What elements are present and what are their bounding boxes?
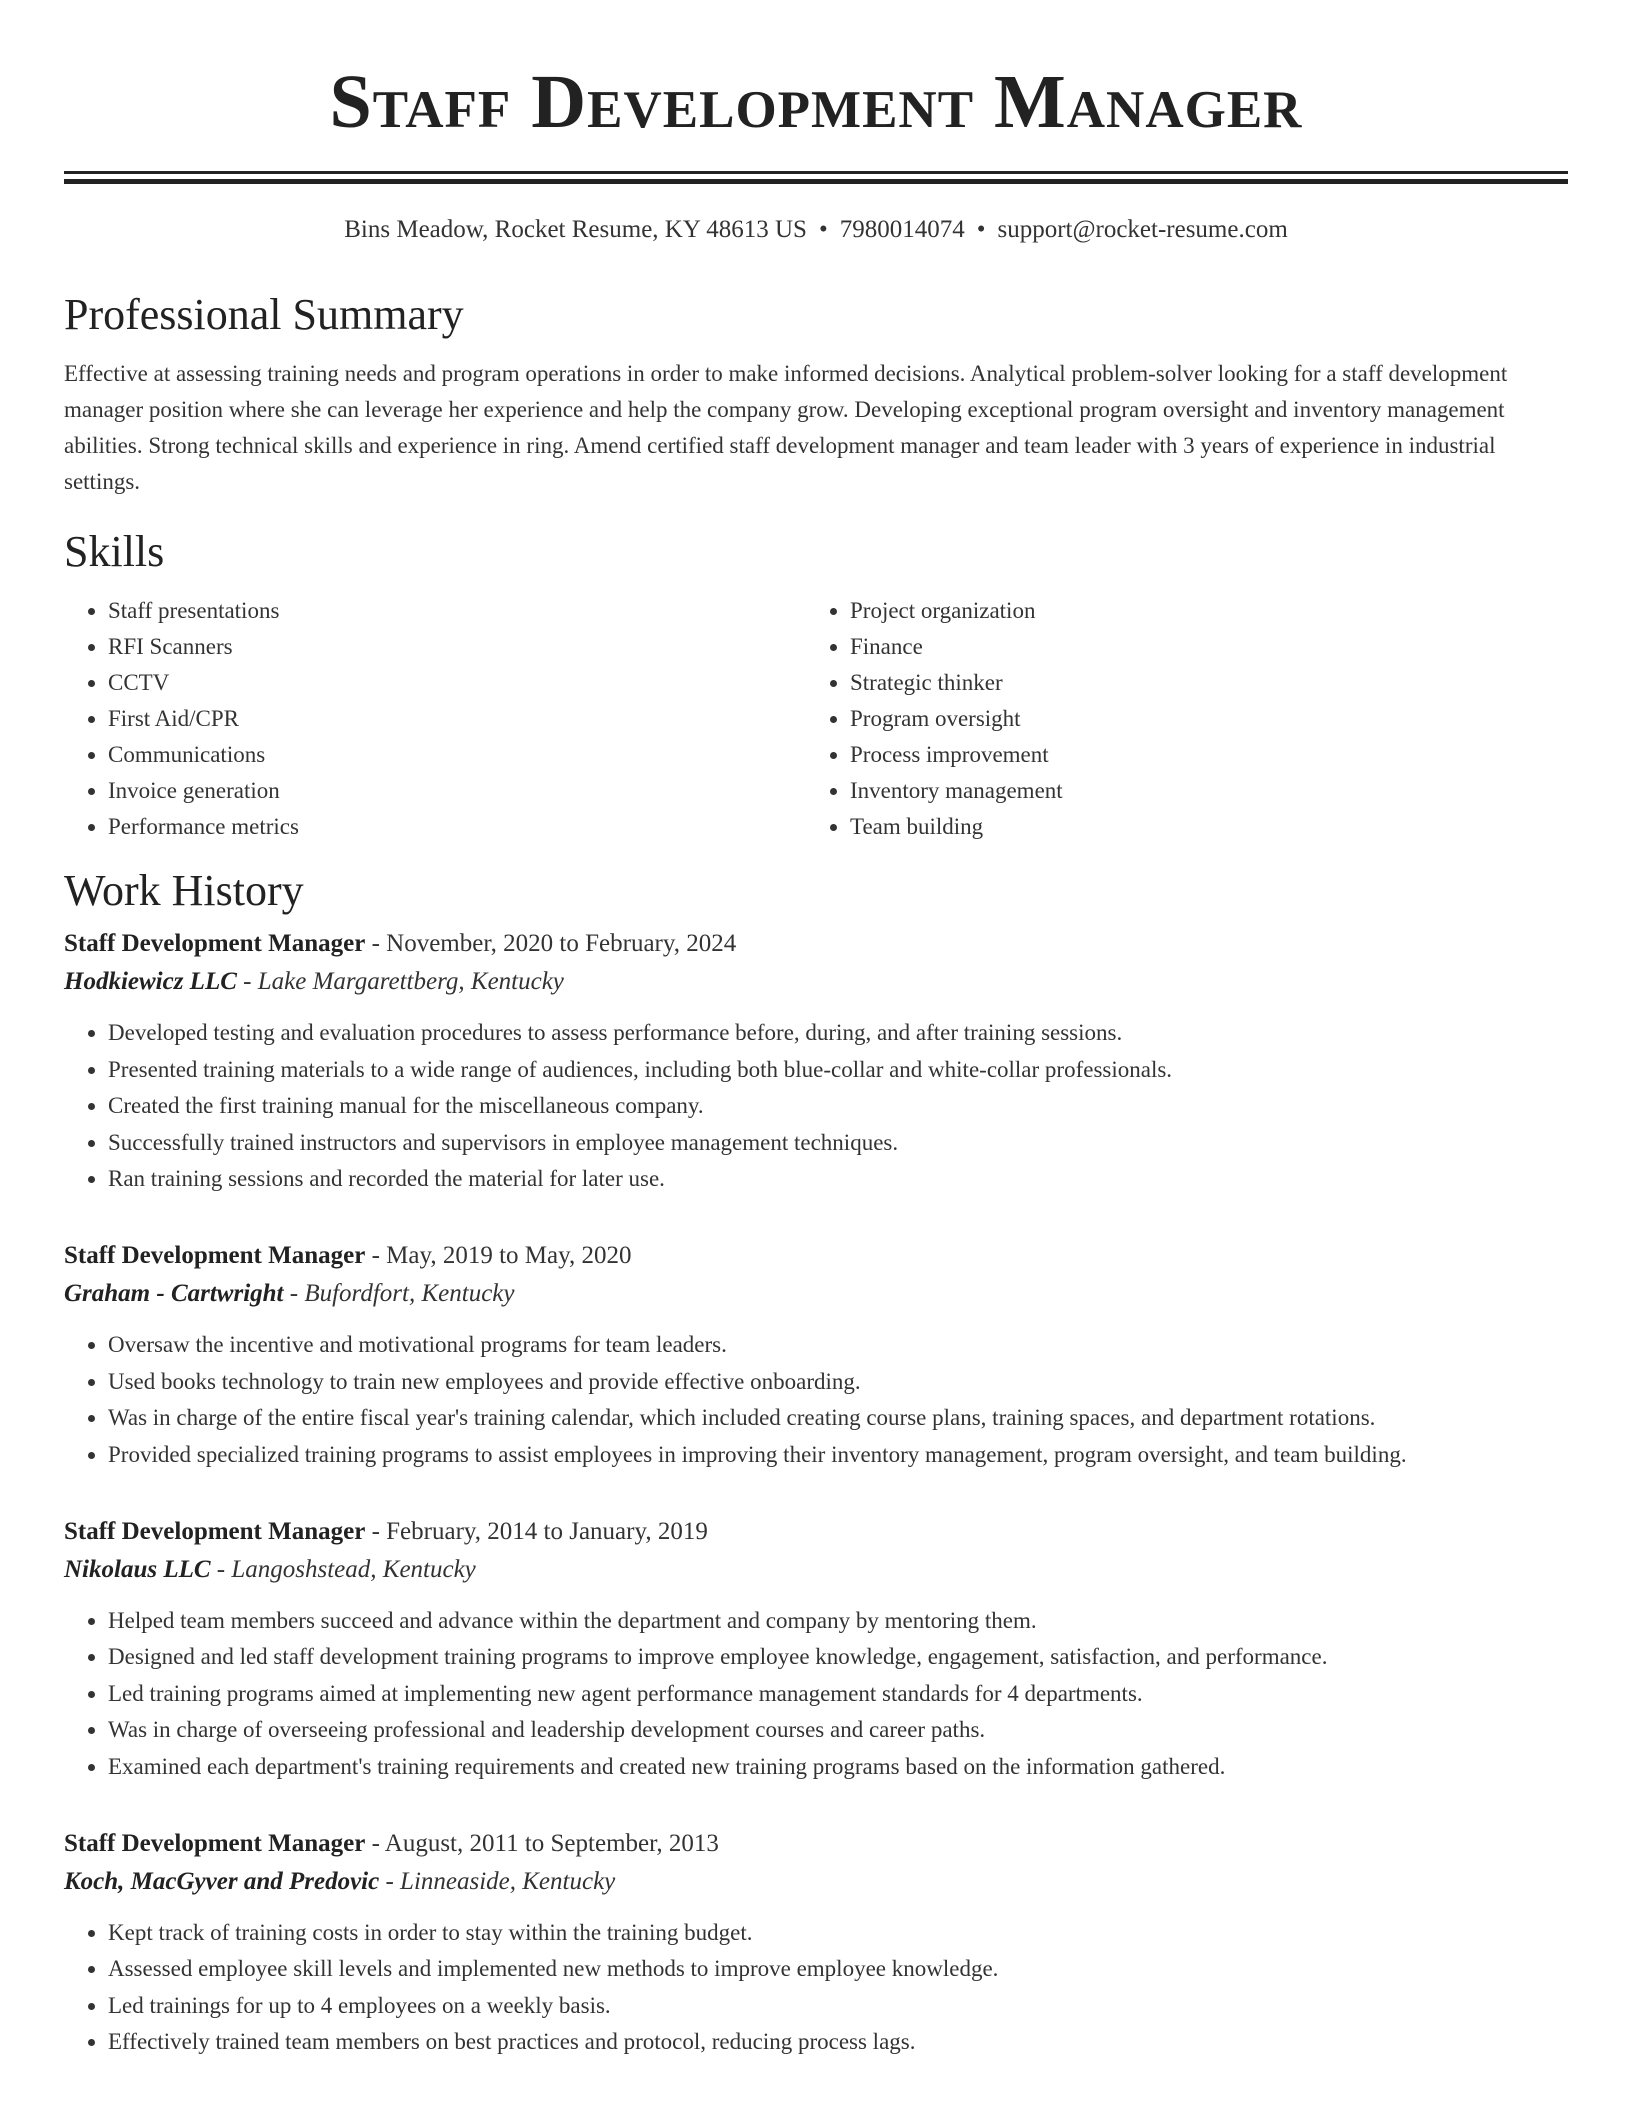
job-company-line [64, 963, 1568, 1001]
job-bullet: • Examined each department's training requirements and created new training programs based on the information gathered. [108, 1749, 1568, 1785]
skill-item: • Performance metrics [108, 809, 806, 845]
skill-item: • Team building [850, 809, 1568, 845]
job-bullet: • Ran training sessions and recorded the material for later use. [108, 1161, 1568, 1197]
job-title: Staff Development Manager [64, 930, 366, 958]
contact-line [64, 215, 1568, 245]
job-dates: - August, 2011 to September, 2013 [365, 1830, 719, 1858]
job-bullet: • Led trainings for up to 4 employees on a weekly basis. [108, 1988, 1568, 2024]
skill-item: • Invoice generation [108, 773, 806, 809]
skills-column-right [806, 593, 1568, 845]
job-entry [64, 925, 1568, 1197]
contact-email: support@rocket-resume.com [997, 216, 1288, 243]
job-company-line [64, 1551, 1568, 1589]
skills-list [64, 593, 1568, 845]
job-title: Staff Development Manager [64, 1518, 366, 1546]
job-entry [64, 1513, 1568, 1785]
job-title: Staff Development Manager [64, 1830, 366, 1858]
job-title-line [64, 1825, 1568, 1863]
job-bullet: • Effectively trained team members on best practices and protocol, reducing process lags. [108, 2024, 1568, 2060]
job-entry [64, 1237, 1568, 1473]
job-company: Graham - Cartwright [64, 1280, 284, 1308]
job-bullet: • Helped team members succeed and advance within the department and company by mentoring them. [108, 1603, 1568, 1639]
job-location: - Linneaside, Kentucky [379, 1868, 616, 1896]
job-company: Koch, MacGyver and Predovic [64, 1868, 380, 1896]
job-bullets [64, 1327, 1568, 1473]
job-location: - Langoshstead, Kentucky [210, 1556, 476, 1584]
skill-item: • CCTV [108, 665, 806, 701]
job-bullet: • Was in charge of overseeing professional and leadership development courses and career paths. [108, 1712, 1568, 1748]
skill-item: • RFI Scanners [108, 629, 806, 665]
job-bullet: • Used books technology to train new employees and provide effective onboarding. [108, 1364, 1568, 1400]
skills-column-left [64, 593, 806, 845]
skill-item: • Staff presentations [108, 593, 806, 629]
contact-separator: • [818, 216, 828, 243]
job-bullets [64, 1603, 1568, 1785]
summary-text: Effective at assessing training needs and program operations in order to make informed decisions. Analytical problem-solver looking for a staff development manager position where she can leverage her experience and help the company grow. Developing exceptional program oversight and inventory management abilities. Strong technical skills and experience in ring. Amend certified staff development manager and team leader with 3 years of experience in industrial settings. [64, 360, 1508, 494]
job-title-line [64, 1513, 1568, 1551]
job-bullet: • Designed and led staff development training programs to improve employee knowledge, engagement, satisfaction, and performance. [108, 1639, 1568, 1675]
skill-item: • Communications [108, 737, 806, 773]
job-location: - Bufordfort, Kentucky [283, 1280, 515, 1308]
job-bullet: • Developed testing and evaluation procedures to assess performance before, during, and after training sessions. [108, 1015, 1568, 1051]
skill-item: • Program oversight [850, 701, 1568, 737]
job-title-line [64, 925, 1568, 963]
header-rule-top [64, 171, 1568, 174]
section-heading-summary: Professional Summary [64, 290, 464, 339]
skill-item: • Strategic thinker [850, 665, 1568, 701]
skill-item: • Process improvement [850, 737, 1568, 773]
section-heading-work-history: Work History [64, 865, 304, 915]
job-bullet: • Presented training materials to a wide range of audiences, including both blue-collar and white-collar professionals. [108, 1052, 1568, 1088]
job-company-line [64, 1863, 1568, 1901]
resume-name-title: Staff Development Manager [329, 60, 1303, 144]
skill-item: • First Aid/CPR [108, 701, 806, 737]
job-bullet: • Successfully trained instructors and supervisors in employee management techniques. [108, 1125, 1568, 1161]
job-company: Nikolaus LLC [64, 1556, 211, 1584]
job-bullets [64, 1915, 1568, 2061]
skill-item: • Inventory management [850, 773, 1568, 809]
job-bullet: • Kept track of training costs in order to stay within the training budget. [108, 1915, 1568, 1951]
job-bullets [64, 1015, 1568, 1197]
job-title-line [64, 1237, 1568, 1275]
job-dates: - February, 2014 to January, 2019 [365, 1518, 708, 1546]
job-company-line [64, 1275, 1568, 1313]
job-bullet: • Provided specialized training programs to assist employees in improving their inventory management, program oversight, and team building. [108, 1437, 1568, 1473]
contact-separator: • [976, 216, 986, 243]
job-bullet: • Oversaw the incentive and motivational programs for team leaders. [108, 1327, 1568, 1363]
skill-item: • Project organization [850, 593, 1568, 629]
job-dates: - May, 2019 to May, 2020 [365, 1242, 632, 1270]
job-title: Staff Development Manager [64, 1242, 366, 1270]
job-bullet: • Assessed employee skill levels and implemented new methods to improve employee knowledge. [108, 1951, 1568, 1987]
header-rule-bottom [64, 179, 1568, 184]
job-dates: - November, 2020 to February, 2024 [365, 930, 737, 958]
job-location: - Lake Margarettberg, Kentucky [236, 968, 564, 996]
job-entry [64, 1825, 1568, 2061]
job-company: Hodkiewicz LLC [64, 968, 237, 996]
skill-item: • Finance [850, 629, 1568, 665]
job-bullet: • Created the first training manual for the miscellaneous company. [108, 1088, 1568, 1124]
section-heading-skills: Skills [64, 526, 165, 576]
contact-address: Bins Meadow, Rocket Resume, KY 48613 US [344, 216, 807, 243]
job-bullet: • Led training programs aimed at implementing new agent performance management standards for 4 departments. [108, 1676, 1568, 1712]
job-bullet: • Was in charge of the entire fiscal year's training calendar, which included creating course plans, training spaces, and department rotations. [108, 1400, 1568, 1436]
contact-phone: 7980014074 [839, 216, 965, 243]
